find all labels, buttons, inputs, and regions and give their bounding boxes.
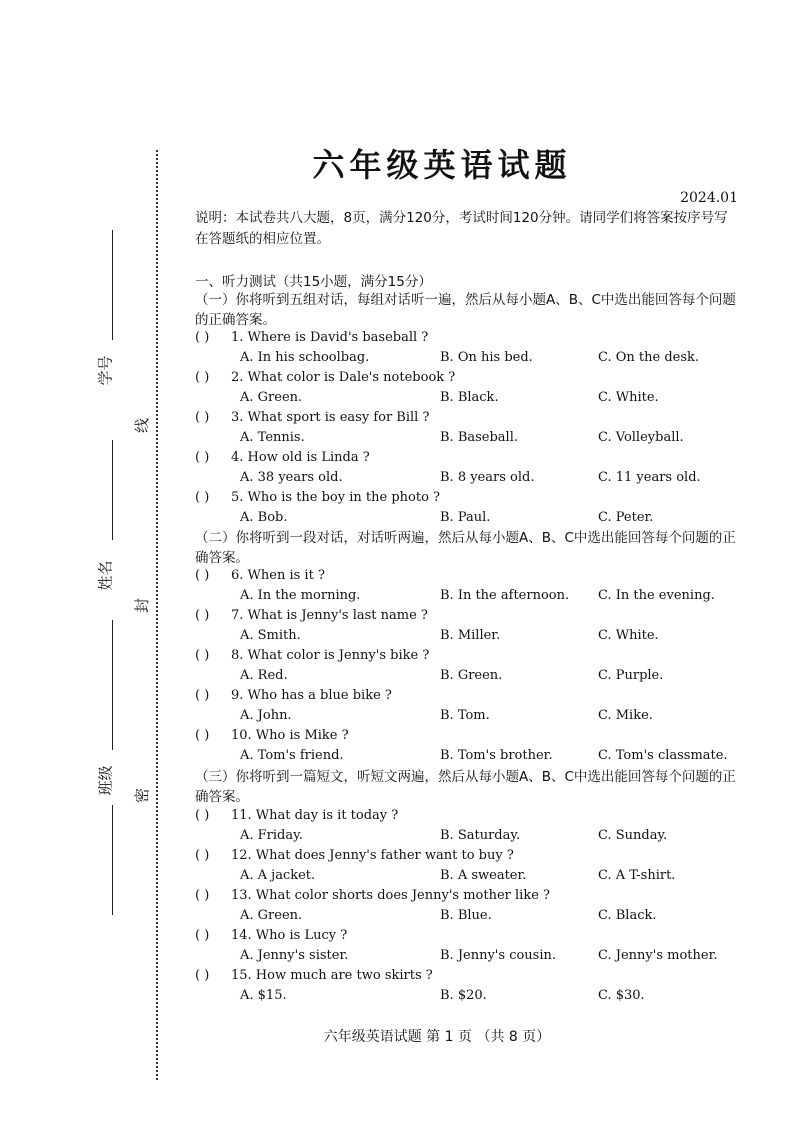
name-line [112, 440, 113, 540]
seal-char-mi: 密 [133, 787, 152, 804]
option-b: B. Green. [440, 668, 503, 683]
question-text: 6. When is it ? [231, 568, 325, 583]
question-text: 3. What sport is easy for Bill ? [231, 410, 430, 425]
answer-blank[interactable]: ( ) [195, 968, 210, 983]
option-c: C. $30. [598, 988, 645, 1003]
question-text: 1. Where is David's baseball ? [231, 330, 429, 345]
option-a: A. $15. [240, 988, 287, 1003]
option-a: A. In the morning. [240, 588, 361, 603]
question-text: 5. Who is the boy in the photo ? [231, 490, 440, 505]
question-12 [195, 848, 514, 863]
answer-blank[interactable]: ( ) [195, 928, 210, 943]
option-a: A. Bob. [240, 510, 288, 525]
question-10 [195, 728, 349, 743]
answer-blank[interactable]: ( ) [195, 370, 210, 385]
option-a: A. Red. [240, 668, 288, 683]
option-b: B. Baseball. [440, 430, 519, 445]
option-a: A. A jacket. [240, 868, 316, 883]
question-7 [195, 608, 428, 623]
option-c: C. Jenny's mother. [598, 948, 718, 963]
student-number-label: 学号 [96, 355, 115, 386]
answer-blank[interactable]: ( ) [195, 450, 210, 465]
question-15 [195, 968, 433, 983]
option-c: C. White. [598, 628, 659, 643]
option-b: B. Jenny's cousin. [440, 948, 557, 963]
seal-char-feng: 封 [133, 597, 152, 614]
answer-blank[interactable]: ( ) [195, 608, 210, 623]
class-line-lower [112, 805, 113, 915]
seal-char-xian: 线 [133, 417, 152, 434]
question-text: 15. How much are two skirts ? [231, 968, 433, 983]
name-label: 姓名 [96, 560, 115, 591]
question-13 [195, 888, 550, 903]
question-14 [195, 928, 347, 943]
answer-blank[interactable]: ( ) [195, 410, 210, 425]
option-c: C. Tom's classmate. [598, 748, 728, 763]
student-number-line [112, 230, 113, 340]
answer-blank[interactable]: ( ) [195, 330, 210, 345]
option-c: C. In the evening. [598, 588, 715, 603]
question-8 [195, 648, 429, 663]
question-2 [195, 370, 455, 385]
question-11 [195, 808, 398, 823]
question-text: 10. Who is Mike ? [231, 728, 349, 743]
question-text: 13. What color shorts does Jenny's mother like ? [231, 888, 550, 903]
option-c: C. Purple. [598, 668, 664, 683]
option-a: A. 38 years old. [240, 470, 343, 485]
question-9 [195, 688, 392, 703]
question-text: 12. What does Jenny's father want to buy ? [231, 848, 514, 863]
answer-blank[interactable]: ( ) [195, 808, 210, 823]
part3-instructions: （三）你将听到一篇短文，听短文两遍，然后从每小题A、B、C中选出能回答每个问题的正确答案。 [195, 769, 736, 805]
part1-instructions: （一）你将听到五组对话，每组对话听一遍，然后从每小题A、B、C中选出能回答每个问题的正确答案。 [195, 292, 736, 328]
exam-date: 2024.01 [680, 190, 738, 206]
answer-blank[interactable]: ( ) [195, 568, 210, 583]
option-c: C. On the desk. [598, 350, 700, 365]
option-b: B. Blue. [440, 908, 492, 923]
exam-title: 六年级英语试题 [312, 146, 572, 184]
option-a: A. Friday. [240, 828, 303, 843]
question-4 [195, 450, 370, 465]
question-text: 9. Who has a blue bike ? [231, 688, 392, 703]
option-a: A. Green. [240, 390, 303, 405]
question-text: 4. How old is Linda ? [231, 450, 370, 465]
option-c: C. Mike. [598, 708, 653, 723]
answer-blank[interactable]: ( ) [195, 848, 210, 863]
option-a: A. Jenny's sister. [240, 948, 349, 963]
section-heading: 一、听力测试（共15小题，满分15分） [195, 274, 432, 290]
option-b: B. 8 years old. [440, 470, 535, 485]
option-b: B. In the afternoon. [440, 588, 570, 603]
question-1 [195, 330, 428, 345]
option-b: B. Tom's brother. [440, 748, 553, 763]
question-6 [195, 568, 325, 583]
answer-blank[interactable]: ( ) [195, 490, 210, 505]
option-a: A. Green. [240, 908, 303, 923]
option-a: A. John. [240, 708, 292, 723]
option-a: A. Smith. [240, 628, 301, 643]
exam-instructions: 说明：本试卷共八大题，8页，满分120分，考试时间120分钟。请同学们将答案按序号写在答题纸的相应位置。 [195, 210, 728, 247]
option-b: B. Saturday. [440, 828, 521, 843]
option-c: C. White. [598, 390, 659, 405]
class-line [112, 620, 113, 750]
answer-blank[interactable]: ( ) [195, 648, 210, 663]
question-text: 11. What day is it today ? [231, 808, 399, 823]
class-label: 班级 [96, 765, 115, 796]
option-b: B. Tom. [440, 708, 490, 723]
option-c: C. Sunday. [598, 828, 668, 843]
answer-blank[interactable]: ( ) [195, 688, 210, 703]
question-5 [195, 490, 440, 505]
option-b: B. Miller. [440, 628, 501, 643]
option-a: A. Tennis. [240, 430, 305, 445]
option-b: B. $20. [440, 988, 487, 1003]
question-text: 7. What is Jenny's last name ? [231, 608, 428, 623]
option-b: B. A sweater. [440, 868, 527, 883]
option-c: C. Volleyball. [598, 430, 684, 445]
option-b: B. Paul. [440, 510, 491, 525]
binding-dotted-line [156, 150, 158, 1080]
page-footer: 六年级英语试题 第 1 页 （共 8 页） [323, 1029, 551, 1045]
question-text: 2. What color is Dale's notebook ? [231, 370, 456, 385]
option-c: C. Black. [598, 908, 657, 923]
option-a: A. Tom's friend. [240, 748, 344, 763]
option-c: C. A T-shirt. [598, 868, 676, 883]
option-c: C. Peter. [598, 510, 654, 525]
part2-instructions: （二）你将听到一段对话，对话听两遍，然后从每小题A、B、C中选出能回答每个问题的正确答案。 [195, 530, 736, 566]
answer-blank[interactable]: ( ) [195, 888, 210, 903]
option-a: A. In his schoolbag. [240, 350, 370, 365]
option-b: B. Black. [440, 390, 499, 405]
answer-blank[interactable]: ( ) [195, 728, 210, 743]
option-b: B. On his bed. [440, 350, 533, 365]
question-text: 8. What color is Jenny's bike ? [231, 648, 430, 663]
question-text: 14. Who is Lucy ? [231, 928, 348, 943]
question-3 [195, 410, 429, 425]
option-c: C. 11 years old. [598, 470, 701, 485]
